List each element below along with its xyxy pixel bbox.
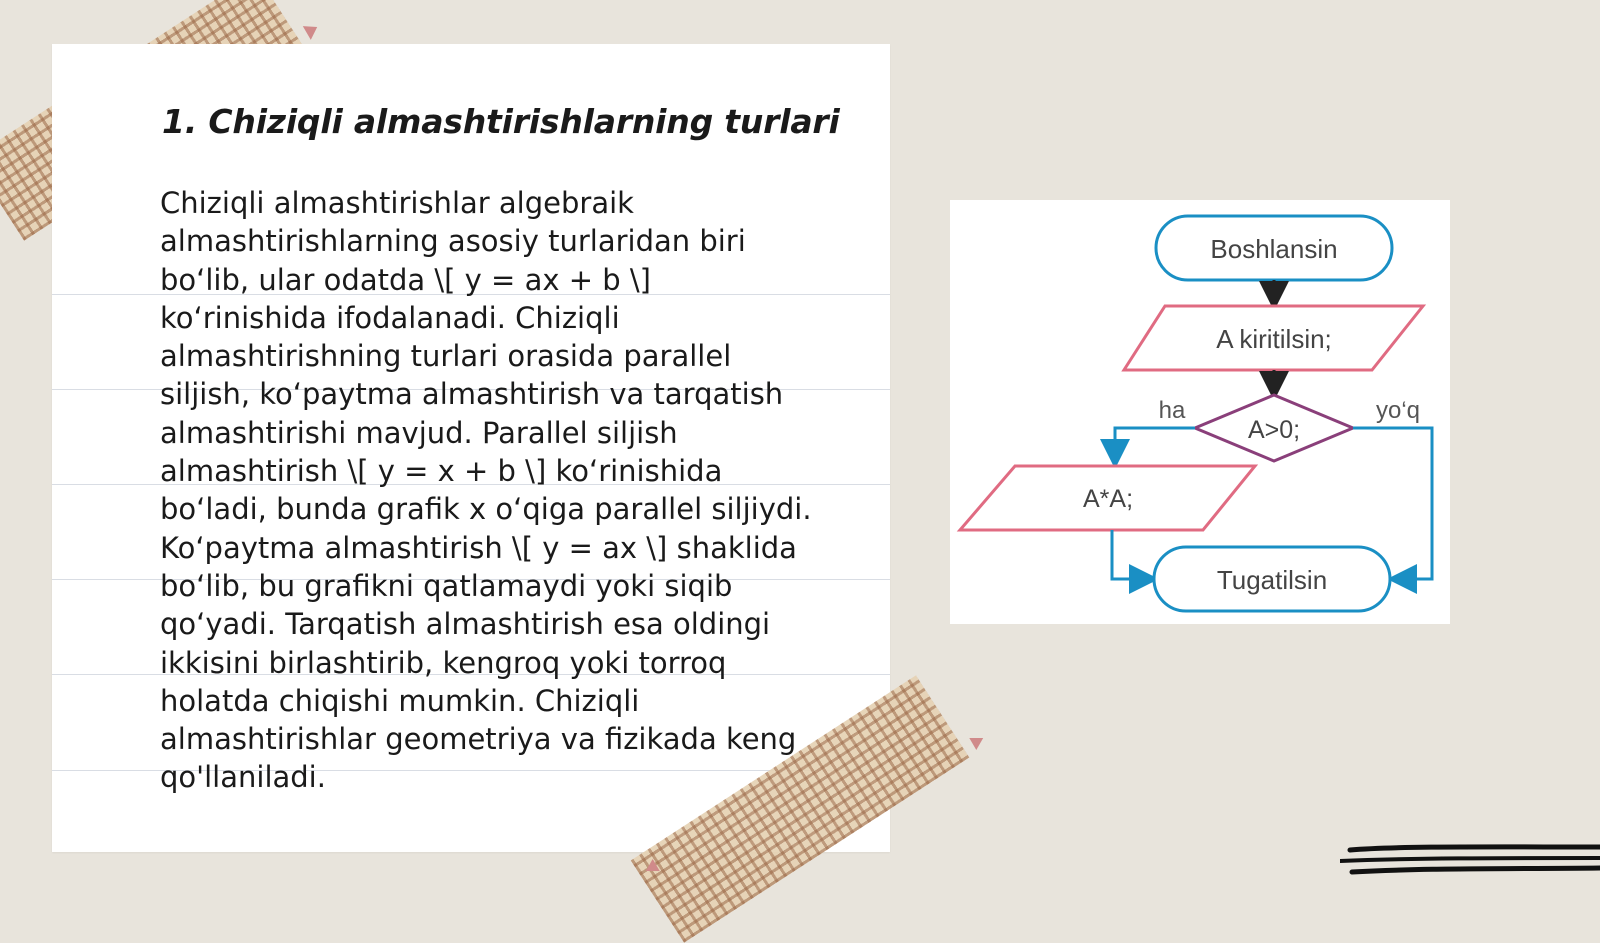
yes-branch-arrow xyxy=(1115,428,1195,454)
slide-body-text: Chiziqli almashtirishlar algebraik almashtirishlarning asosiy turlaridan biri bo‘lib, ular odatda \[ y = ax + b \] ko‘rinishida ifodalanadi. Chiziqli almashtirishning turlari orasida parallel siljish, ko‘paytma almashtirish va tarqatish almashtirishi mavjud. Parallel siljish almashtirish \[ y = x + b \] ko‘rinishida bo‘ladi, bunda grafik x o‘qiga parallel siljiydi. Ko‘paytma almashtirish \[ y = ax \] shaklida bo‘lib, bu grafikni qatlamaydi yoki siqib qo‘yadi. Tarqatish almashtirish esa oldingi ikkisini birlashtirib, kengroq yoki torroq holatda chiqishi mumkin. Chiziqli almashtirishlar geometriya va fizikada keng qo'llaniladi. xyxy=(160,186,812,795)
tape-corner-top xyxy=(303,20,321,40)
end-label: Tugatilsin xyxy=(1216,565,1328,595)
decorative-brush-strokes xyxy=(1340,844,1600,894)
start-label: Boshlansin xyxy=(1210,234,1338,264)
yes-branch-label: ha xyxy=(1158,397,1186,424)
no-branch-label: yo‘q xyxy=(1375,397,1421,424)
arrow-process-end xyxy=(1112,530,1144,579)
slide-title: 1. Chiziqli almashtirishlarning turlari xyxy=(162,102,840,141)
tape-corner-bottom-right xyxy=(969,732,986,750)
process-label: A*A; xyxy=(1082,485,1134,513)
flowchart-figure xyxy=(950,200,1450,624)
input-label: A kiritilsin; xyxy=(1216,324,1332,354)
note-paper xyxy=(52,44,890,852)
decision-label: A>0; xyxy=(1247,416,1301,444)
flowchart-svg xyxy=(950,200,1450,624)
